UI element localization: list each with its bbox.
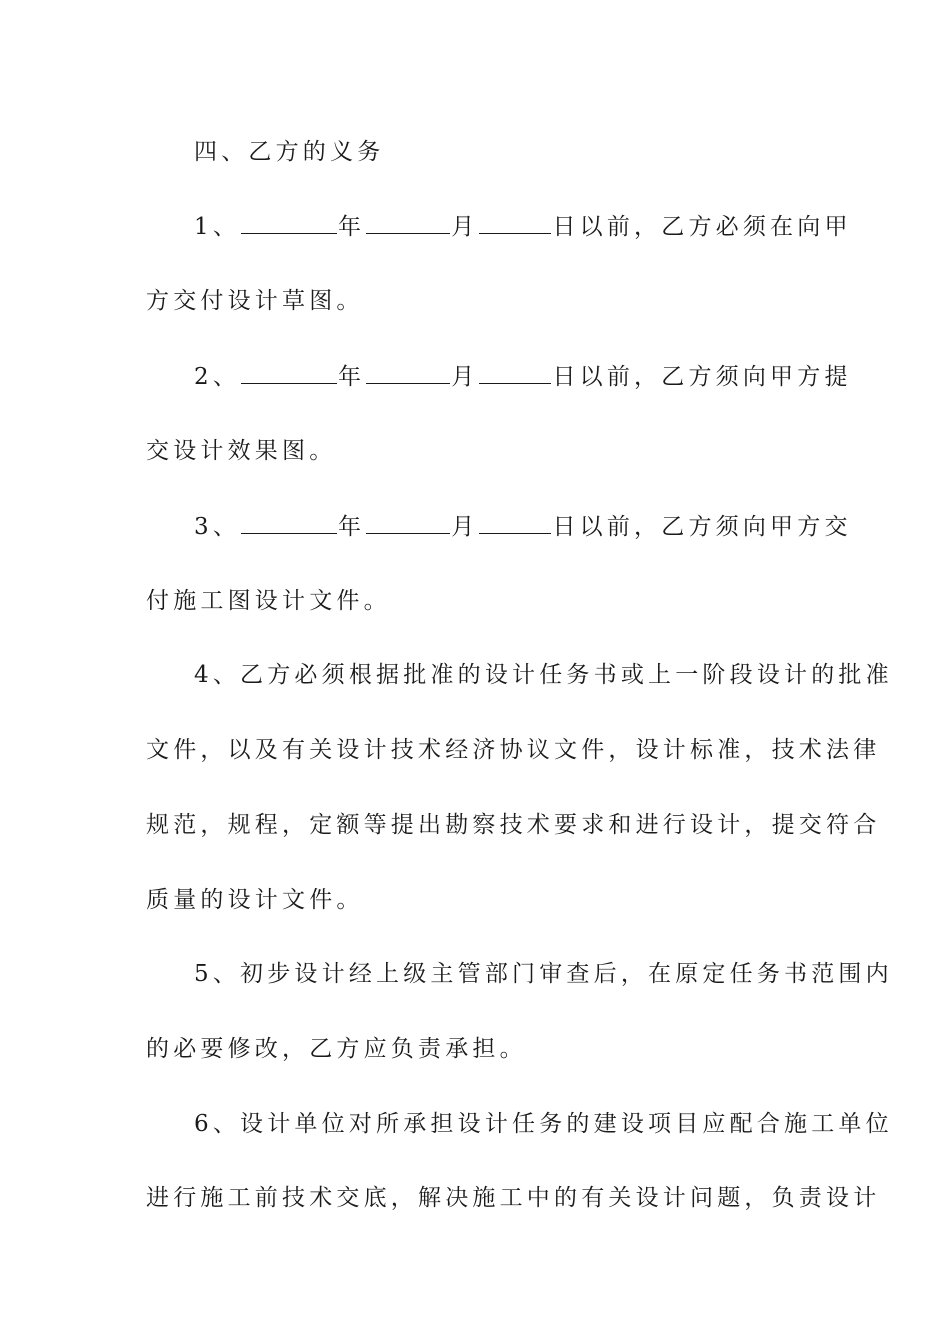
clause-4-line-4: 质量的设计文件。: [146, 887, 364, 913]
clause-6-line-1: 6、设计单位对所承担设计任务的建设项目应配合施工单位: [194, 1111, 893, 1137]
clause-3-line-1: [194, 511, 852, 542]
month-label: 月: [451, 364, 479, 390]
clause-2-line-1: [194, 361, 852, 392]
clause-1-line-2: 方交付设计草图。: [146, 288, 364, 314]
clause-6-line-2: 进行施工前技术交底，解决施工中的有关设计问题，负责设计: [146, 1185, 881, 1211]
clause-2-line-2: 交设计效果图。: [146, 438, 337, 464]
year-blank: [241, 211, 337, 234]
year-blank: [241, 361, 337, 384]
clause-2-number: 2、: [194, 364, 241, 390]
month-blank: [366, 211, 450, 234]
day-blank: [479, 361, 551, 384]
clause-3-line-2: 付施工图设计文件。: [146, 588, 391, 614]
year-label: 年: [338, 214, 366, 240]
clause-2-text: 日以前，乙方须向甲方提: [552, 364, 852, 390]
month-blank: [366, 511, 450, 534]
clause-4-line-3: 规范，规程，定额等提出勘察技术要求和进行设计，提交符合: [146, 812, 881, 838]
clause-4-line-2: 文件，以及有关设计技术经济协议文件，设计标准，技术法律: [146, 737, 881, 763]
clause-5-line-2: 的必要修改，乙方应负责承担。: [146, 1036, 527, 1062]
clause-3-number: 3、: [194, 514, 241, 540]
year-label: 年: [338, 364, 366, 390]
clause-1-text: 日以前，乙方必须在向甲: [552, 214, 852, 240]
day-blank: [479, 211, 551, 234]
clause-4-line-1: 4、乙方必须根据批准的设计任务书或上一阶段设计的批准: [194, 662, 893, 688]
clause-3-text: 日以前，乙方须向甲方交: [552, 514, 852, 540]
section-heading: 四、乙方的义务: [194, 139, 385, 165]
year-label: 年: [338, 514, 366, 540]
year-blank: [241, 511, 337, 534]
month-label: 月: [451, 514, 479, 540]
clause-5-line-1: 5、初步设计经上级主管部门审查后，在原定任务书范围内: [194, 961, 893, 987]
month-blank: [366, 361, 450, 384]
month-label: 月: [451, 214, 479, 240]
clause-1-line-1: [194, 211, 852, 242]
day-blank: [479, 511, 551, 534]
clause-1-number: 1、: [194, 214, 241, 240]
